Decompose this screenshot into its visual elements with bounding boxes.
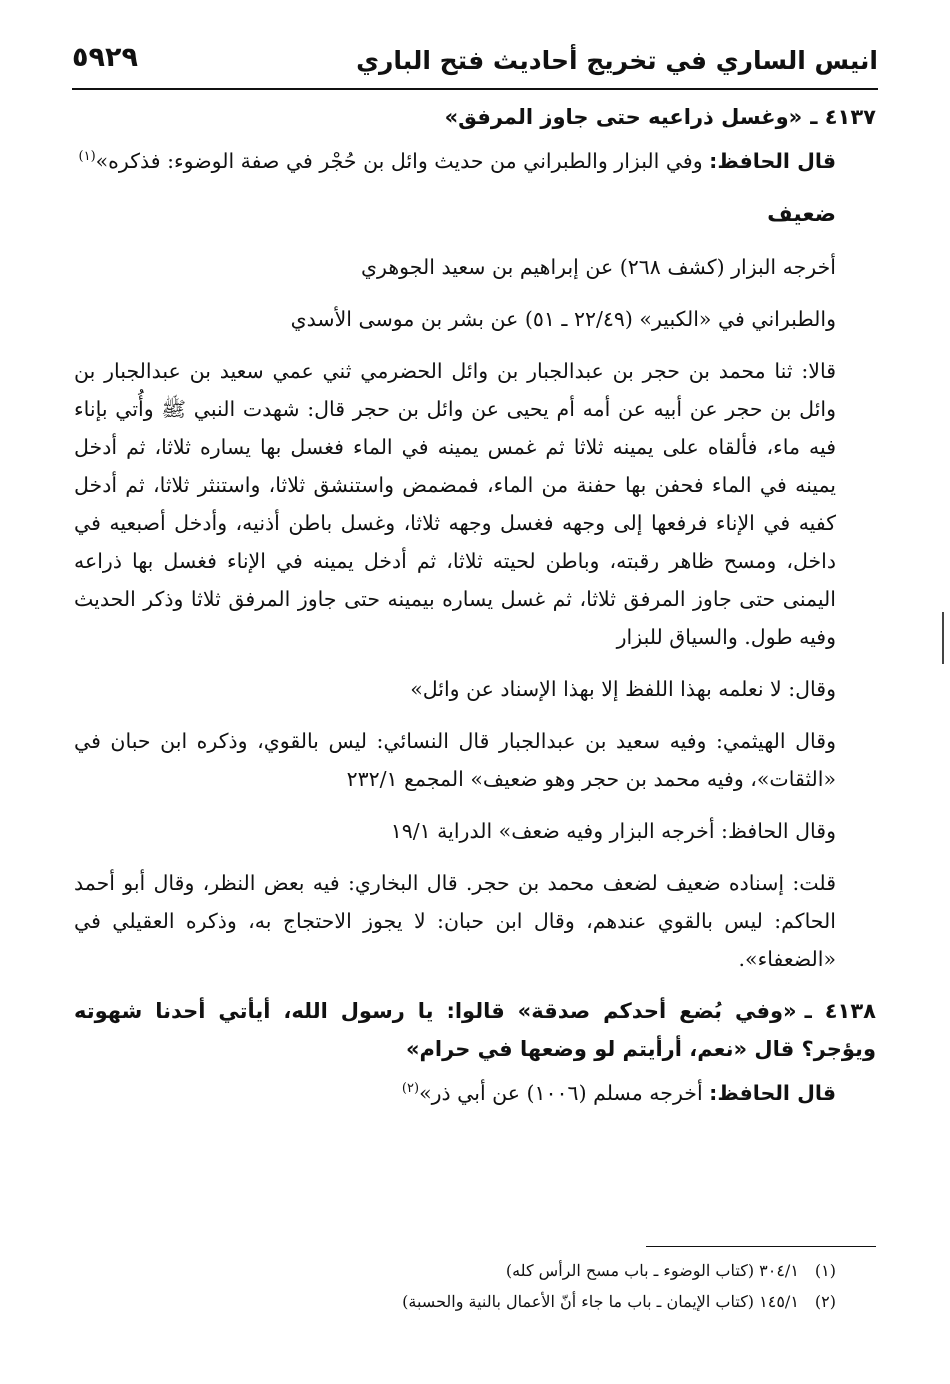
footnote-ref-2[interactable]: (٢) [401,1081,420,1097]
page-body [74,98,876,1112]
running-title: انيس الساري في تخريج أحاديث فتح الباري [356,46,878,75]
hadith-text: «وفي بُضع أحدكم صدقة» قالوا: يا رسول الله، أيأتي أحدنا شهوته ويؤجر؟ قال «نعم، أرأيتم لو وضعها في حرام» [74,999,876,1061]
page-number: ٥٩٢٩ [72,42,138,73]
footnote-text: ١٤٥/١ (كتاب الإيمان ـ باب ما جاء أنّ الأعمال بالنية والحسبة) [402,1292,799,1311]
footnote-text: ٣٠٤/١ (كتاب الوضوء ـ باب مسح الرأس كله) [505,1261,799,1280]
takhrij-bazzar: أخرجه البزار (كشف ٢٦٨) عن إبراهيم بن سعيد الجوهري [361,255,836,279]
hadith-4138-heading [74,992,876,1068]
hafiz-statement [74,142,876,180]
hadith-number: ٤١٣٨ ـ [804,999,876,1023]
author-comment: قلت: إسناده ضعيف لضعف محمد بن حجر. قال البخاري: فيه بعض النظر، وقال أبو أحمد الحاكم: ليس بالقوي عندهم، وقال ابن حبان: لا يجوز الاحتجاج به، وذكره العقيلي في «الضعفاء». [74,871,836,971]
footnote-number: (٢) [814,1292,836,1311]
hadith-number: ٤١٣٧ ـ [810,105,876,129]
footnote-number: (١) [814,1261,836,1280]
hafiz-label: قال الحافظ: [709,1081,836,1105]
grading-verdict: ضعيف [767,202,836,227]
hafiz-statement-4138 [74,1074,876,1112]
hafiz-diraya-comment: وقال الحافظ: أخرجه البزار وفيه ضعف» الدراية ١٩/١ [390,819,836,843]
hadith-text: «وغسل ذراعيه حتى جاوز المرفق» [444,105,803,129]
footnote-ref-1[interactable]: (١) [78,149,96,165]
scan-edge-mark [942,612,944,664]
footnote-divider [646,1246,876,1247]
takhrij-tabarani: والطبراني في «الكبير» (٢٢/٤٩ ـ ٥١) عن بشر بن موسى الأسدي [290,307,836,331]
hadith-4137-heading [74,98,876,136]
footnote-2 [74,1286,876,1317]
bazzar-comment: وقال: لا نعلمه بهذا اللفظ إلا بهذا الإسناد عن وائل» [410,677,836,701]
footnotes [74,1246,876,1317]
isnad-and-matn: قالا: ثنا محمد بن حجر بن عبدالجبار بن وائل الحضرمي ثني عمي سعيد بن عبدالجبار بن وائل بن حجر عن أبيه عن أمه أم يحيى عن وائل بن حجر قال: شهدت النبي ﷺ وأُتي بإناء فيه ماء، فألقاه على يمينه ثلاثا ثم غمس يمينه في الماء فغسل بها يساره ثلاثا، ثم أدخل يمينه في الماء فحفن بها حفنة من الماء، فمضمض واستنشق ثلاثا، واستنثر ثلاثا، ثم أدخل كفيه في الإناء فرفعها إلى وجهه فغسل وجهه ثلاثا، وغسل باطن أذنيه، وأدخل أصبعيه في داخل، ومسح ظاهر رقبته، وباطن لحيته ثلاثا، ثم أدخل يمينه في الإناء فغسل بها ذراعه اليمنى حتى جاوز المرفق ثلاثا، ثم غسل يساره بيمينه حتى جاوز المرفق ثلاثا وذكر الحديث وفيه طول. والسياق للبزار [74,359,836,649]
footnote-1 [74,1255,876,1286]
haythami-comment: وقال الهيثمي: وفيه سعيد بن عبدالجبار قال النسائي: ليس بالقوي، وذكره ابن حبان في «الثقات»، وفيه محمد بن حجر وهو ضعيف» المجمع ٢٣٢/١ [74,729,836,791]
hafiz-label: قال الحافظ: [709,149,836,173]
page-header [72,38,878,90]
hafiz-text: أخرجه مسلم (١٠٠٦) عن أبي ذر» [419,1081,703,1105]
hafiz-text: وفي البزار والطبراني من حديث وائل بن حُجْر في صفة الوضوء: فذكره» [95,149,703,173]
